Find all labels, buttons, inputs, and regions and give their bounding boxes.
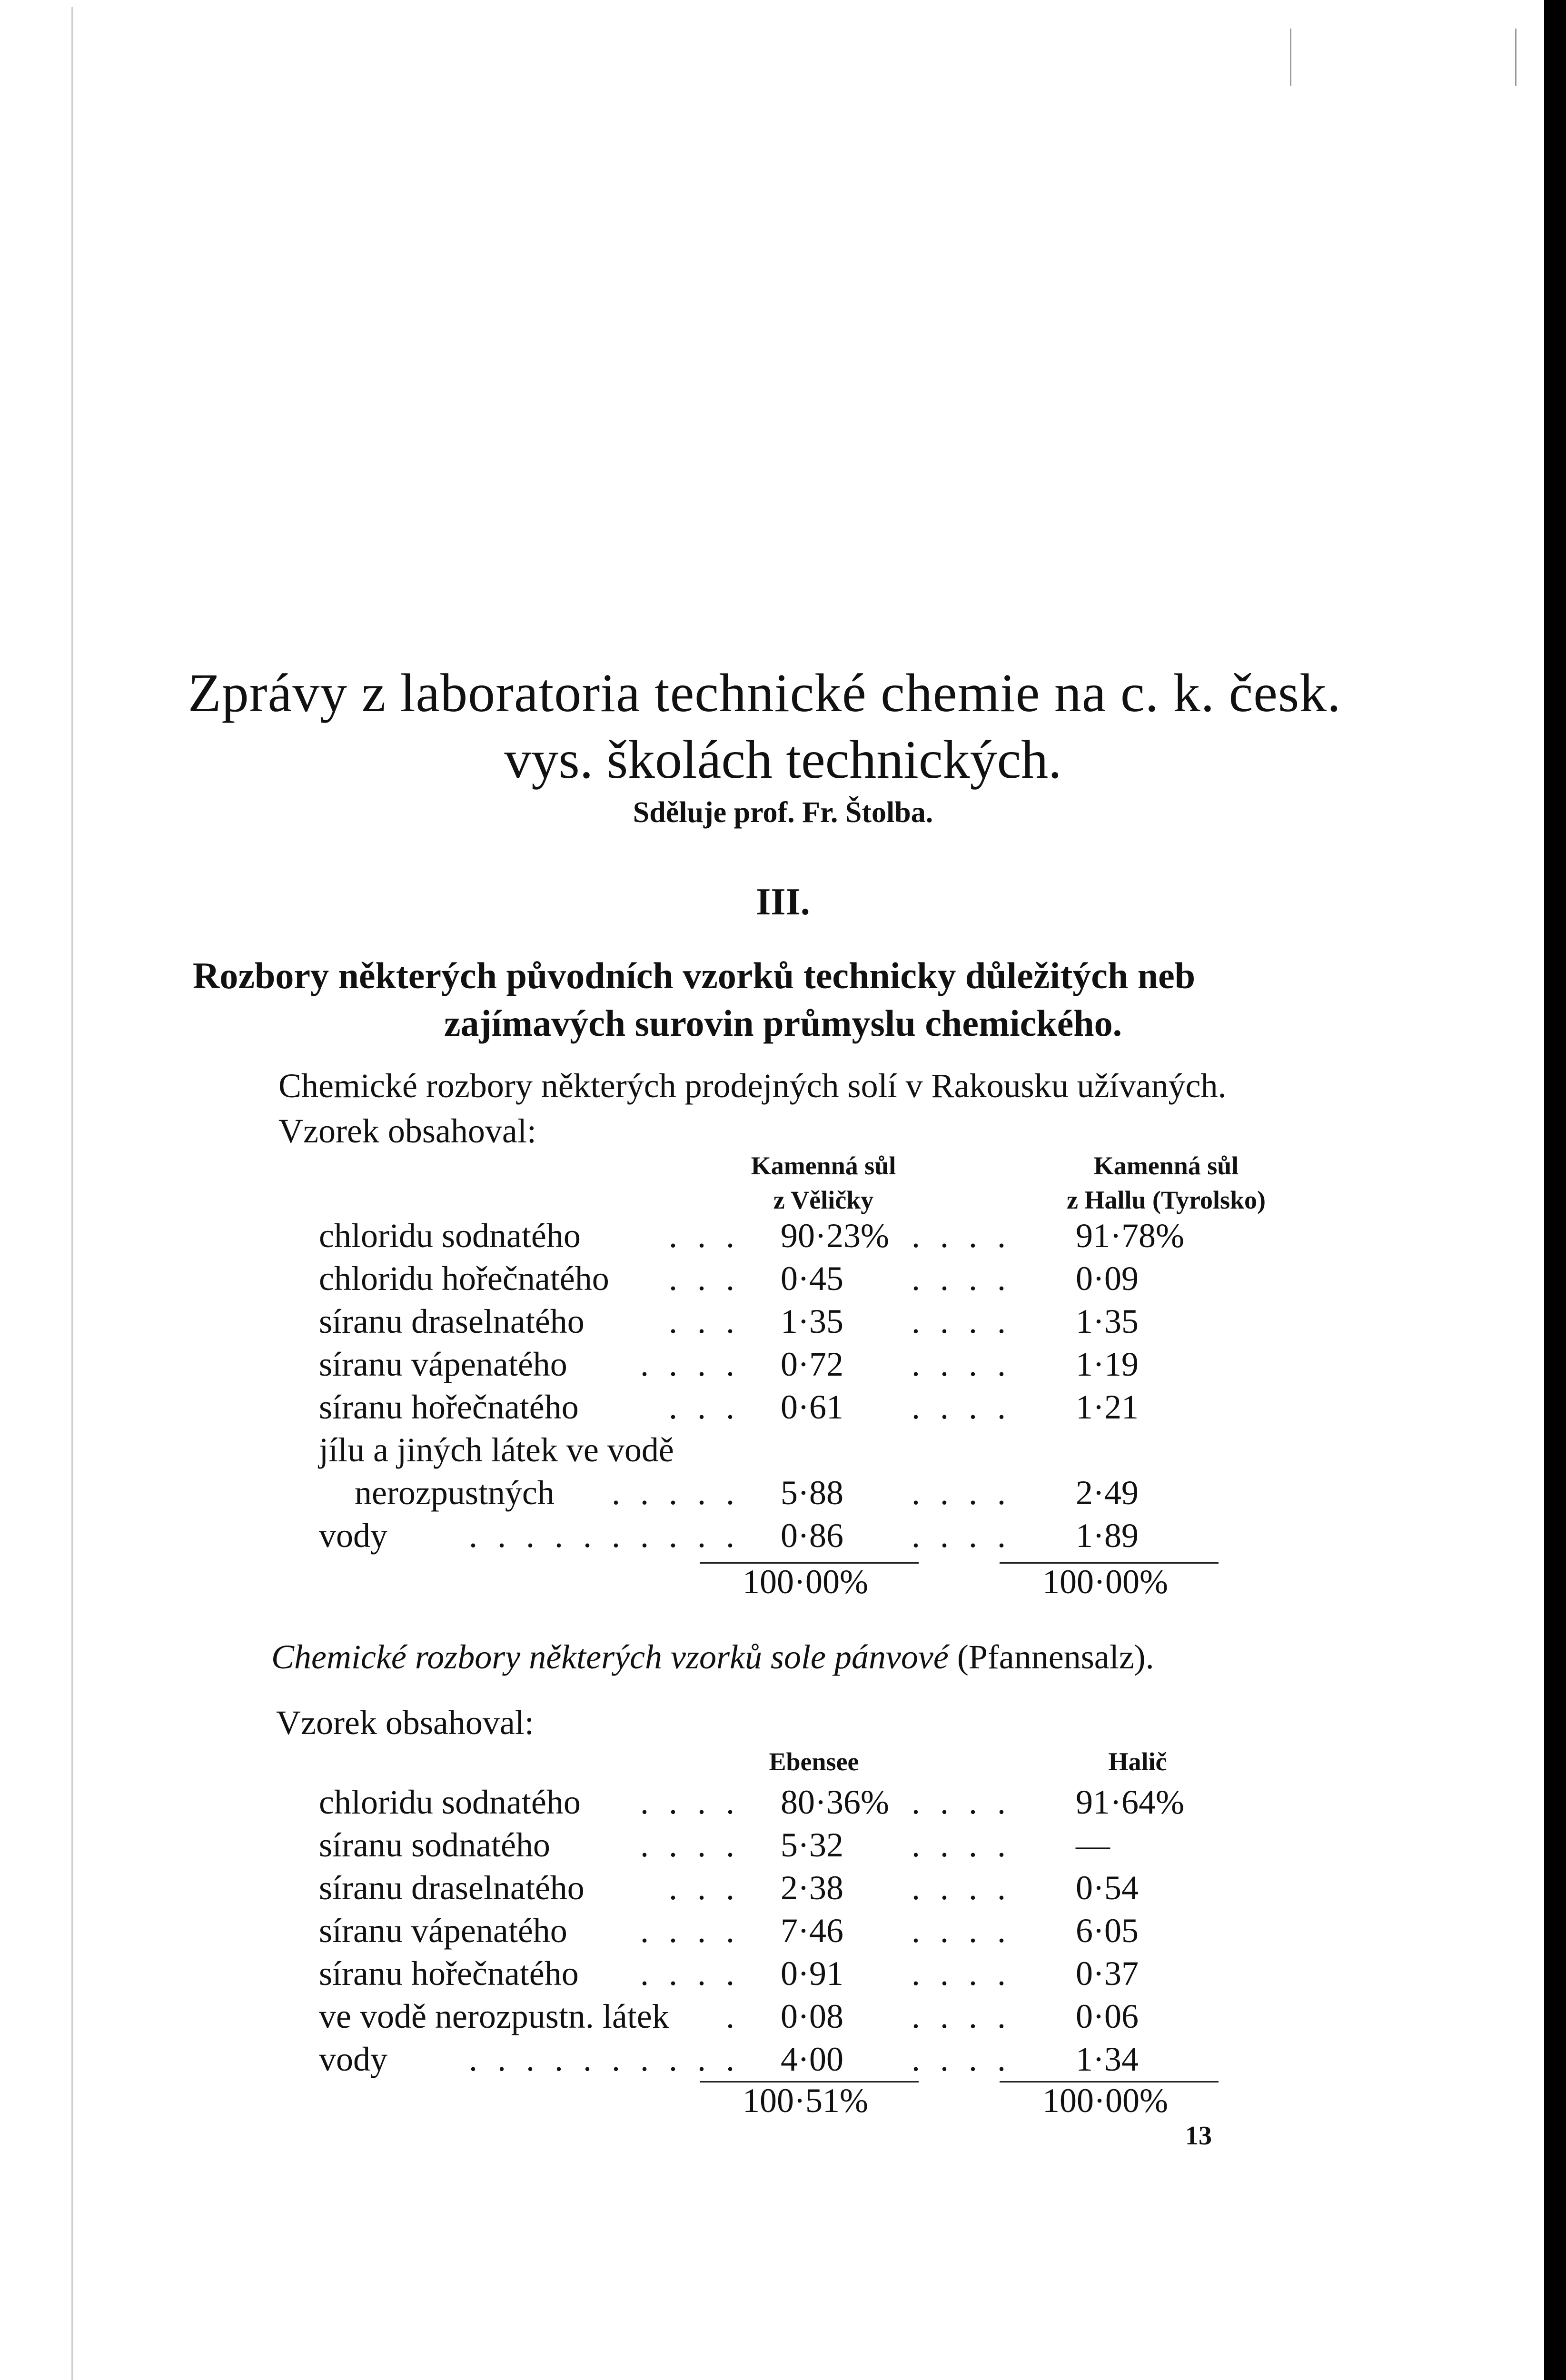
table1-col1-head-line2: z Věličky xyxy=(773,1186,874,1214)
leader-dots: . . . . xyxy=(640,1345,740,1383)
row-value-col1: 5·32 xyxy=(781,1826,843,1864)
leader-dots: . . . . . . . . . . xyxy=(469,2040,740,2078)
table1-row xyxy=(0,1388,1566,1430)
section-heading-line-1: Rozbory některých původních vzorků technicky důležitých neb xyxy=(193,955,1196,996)
row-value-col2: 0·37 xyxy=(1076,1954,1139,1993)
row-value-col2: 1·21 xyxy=(1076,1388,1139,1426)
row-value-col1: 5·88 xyxy=(781,1474,843,1512)
table1-col2-head-line1: Kamenná sůl xyxy=(1093,1151,1239,1180)
byline: Sděluje prof. Fr. Štolba. xyxy=(633,796,933,829)
row-value-col1: 0·91 xyxy=(781,1954,843,1993)
row-value-col2: 1·19 xyxy=(1076,1345,1139,1383)
leader-dots: . . . . xyxy=(912,1302,1011,1340)
row-label: chloridu sodnatého xyxy=(319,1217,581,1255)
row-value-col1: 7·46 xyxy=(781,1912,843,1950)
row-value-col2: 0·06 xyxy=(1076,1997,1139,2035)
table1-row xyxy=(0,1345,1566,1388)
leader-dots: . . . . . . . . . . xyxy=(469,1517,740,1555)
table1-row xyxy=(0,1259,1566,1302)
row-value-col1: 0·61 xyxy=(781,1388,843,1426)
row-value-col2: 1·35 xyxy=(1076,1302,1139,1340)
table2-total-1: 100·51% xyxy=(743,2082,868,2120)
row-value-col2: — xyxy=(1076,1826,1110,1864)
leader-dots: . . . . xyxy=(912,1217,1011,1255)
leader-dots: . . . . xyxy=(912,1869,1011,1907)
row-value-col2: 0·09 xyxy=(1076,1259,1139,1298)
row-label: vody xyxy=(319,1517,387,1555)
table1-row xyxy=(0,1302,1566,1345)
table2-col2-head: Halič xyxy=(1108,1747,1167,1776)
row-value-col2: 2·49 xyxy=(1076,1474,1139,1512)
table2-row xyxy=(0,1997,1566,2040)
row-value-col1: 0·86 xyxy=(781,1517,843,1555)
section-number: III. xyxy=(756,881,810,923)
row-label: síranu vápenatého xyxy=(319,1345,567,1383)
table1-sample-label: Vzorek obsahoval: xyxy=(278,1112,536,1150)
table1-row xyxy=(0,1473,1566,1516)
row-label: chloridu sodnatého xyxy=(319,1783,581,1821)
leader-dots: . . . xyxy=(669,1302,740,1340)
table1-col2-head-line2: z Hallu (Tyrolsko) xyxy=(1066,1186,1266,1214)
row-value-col2: 91·78% xyxy=(1076,1217,1184,1255)
row-label: ve vodě nerozpustn. látek xyxy=(319,1997,669,2035)
leader-dots: . . . . xyxy=(912,1388,1011,1426)
row-value-col1: 2·38 xyxy=(781,1869,843,1907)
row-value-col1: 0·45 xyxy=(781,1259,843,1298)
leader-dots: . xyxy=(726,1997,740,2035)
leader-dots: . . . . xyxy=(640,1783,740,1821)
leader-dots: . . . . xyxy=(640,1954,740,1993)
table2-sample-label: Vzorek obsahoval: xyxy=(276,1704,534,1742)
corner-library-label xyxy=(1290,29,1516,86)
leader-dots: . . . . xyxy=(640,1912,740,1950)
table1-col1-head-line1: Kamenná sůl xyxy=(751,1151,896,1180)
table1-intro: Chemické rozbory některých prodejných solí v Rakousku užívaných. xyxy=(278,1067,1227,1105)
leader-dots: . . . . xyxy=(640,1826,740,1864)
leader-dots: . . . . xyxy=(912,1474,1011,1512)
row-label: síranu draselnatého xyxy=(319,1302,585,1340)
title-line-2: vys. školách technických. xyxy=(504,729,1062,790)
leader-dots: . . . xyxy=(669,1217,740,1255)
row-value-col1: 4·00 xyxy=(781,2040,843,2078)
title-line-1: Zprávy z laboratoria technické chemie na c. k. česk. xyxy=(188,663,1341,723)
section-heading-line-2: zajímavých surovin průmyslu chemického. xyxy=(444,1002,1122,1044)
leader-dots: . . . xyxy=(669,1388,740,1426)
table1-total-2: 100·00% xyxy=(1042,1563,1168,1601)
row-value-col2: 91·64% xyxy=(1076,1783,1184,1821)
row-value-col1: 1·35 xyxy=(781,1302,843,1340)
table2-intro xyxy=(271,1637,1154,1677)
row-value-col2: 6·05 xyxy=(1076,1912,1139,1950)
leader-dots: . . . . xyxy=(912,2040,1011,2078)
table2-total-2: 100·00% xyxy=(1042,2082,1168,2120)
table1-total-1: 100·00% xyxy=(743,1563,868,1601)
row-value-col1: 90·23% xyxy=(781,1217,889,1255)
page-number: 13 xyxy=(1185,2121,1212,2151)
row-label: síranu draselnatého xyxy=(319,1869,585,1907)
row-label: chloridu hořečnatého xyxy=(319,1259,609,1298)
table2-intro-plain: (Pfannensalz). xyxy=(957,1638,1154,1676)
leader-dots: . . . xyxy=(669,1259,740,1298)
table2-row xyxy=(0,1911,1566,1954)
leader-dots: . . . . . xyxy=(612,1474,740,1512)
row-label: vody xyxy=(319,2040,387,2078)
table2-row xyxy=(0,1868,1566,1911)
row-value-col1: 0·08 xyxy=(781,1997,843,2035)
row-label: síranu vápenatého xyxy=(319,1912,567,1950)
table2-row xyxy=(0,1783,1566,1825)
row-value-col2: 1·89 xyxy=(1076,1517,1139,1555)
row-label: síranu hořečnatého xyxy=(319,1388,579,1426)
table2-row xyxy=(0,1825,1566,1868)
table2-row xyxy=(0,2040,1566,2082)
row-value-col2: 0·54 xyxy=(1076,1869,1139,1907)
row-label: síranu hořečnatého xyxy=(319,1954,579,1993)
table1-row xyxy=(0,1516,1566,1559)
table2-intro-italic: Chemické rozbory některých vzorků sole pánvové xyxy=(271,1638,949,1676)
leader-dots: . . . xyxy=(669,1869,740,1907)
row-label: nerozpustných xyxy=(355,1474,555,1512)
table1-row xyxy=(0,1430,1566,1473)
row-value-col1: 80·36% xyxy=(781,1783,889,1821)
row-value-col1: 0·72 xyxy=(781,1345,843,1383)
leader-dots: . . . . xyxy=(912,1259,1011,1298)
leader-dots: . . . . xyxy=(912,1517,1011,1555)
row-label: jílu a jiných látek ve vodě xyxy=(319,1431,674,1469)
leader-dots: . . . . xyxy=(912,1345,1011,1383)
leader-dots: . . . . xyxy=(912,1997,1011,2035)
leader-dots: . . . . xyxy=(912,1912,1011,1950)
table2-col1-head: Ebensee xyxy=(769,1747,859,1776)
row-label: síranu sodnatého xyxy=(319,1826,550,1864)
table2-row xyxy=(0,1954,1566,1997)
row-value-col2: 1·34 xyxy=(1076,2040,1139,2078)
leader-dots: . . . . xyxy=(912,1826,1011,1864)
table1-row xyxy=(0,1216,1566,1259)
leader-dots: . . . . xyxy=(912,1954,1011,1993)
leader-dots: . . . . xyxy=(912,1783,1011,1821)
